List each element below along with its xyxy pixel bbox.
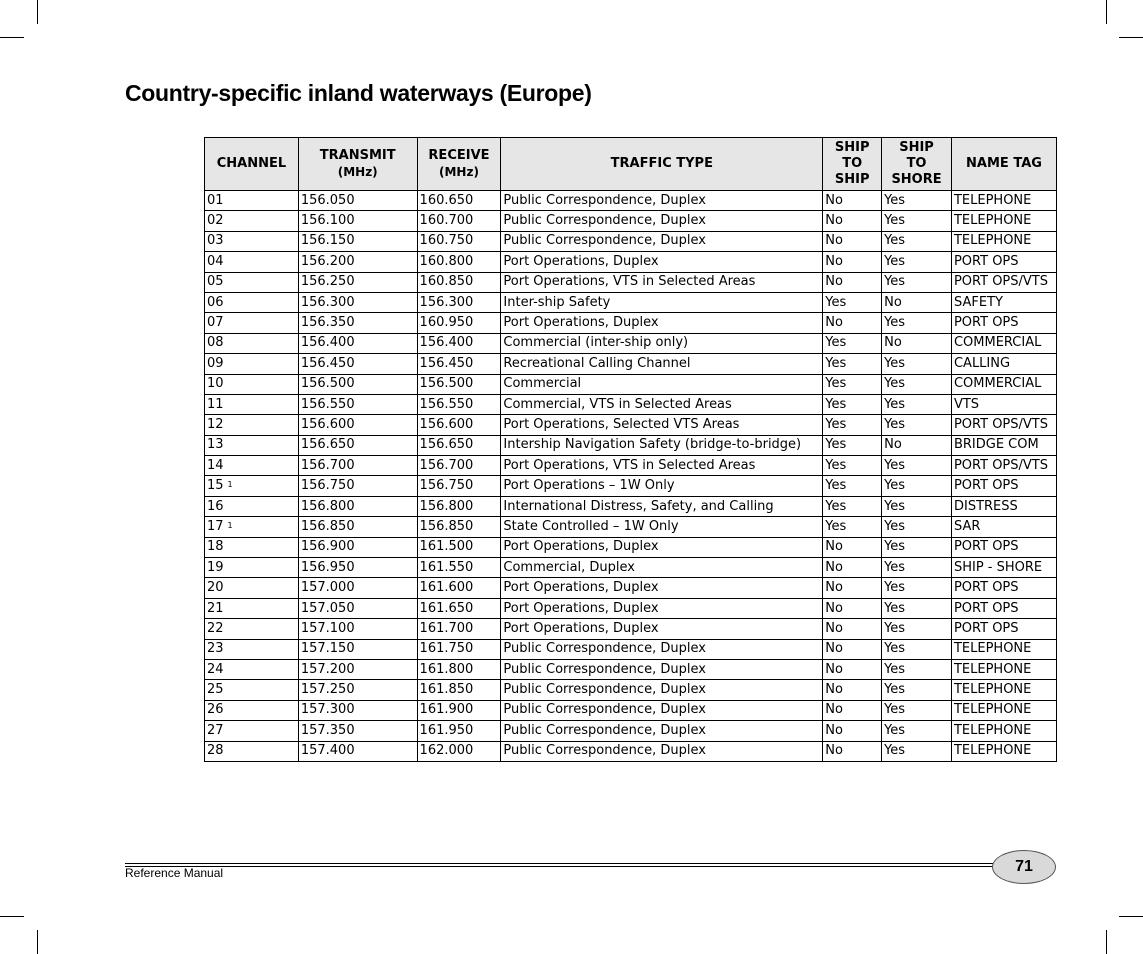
table-row — [205, 496, 1057, 516]
cell-receive: 161.550 — [417, 558, 501, 578]
cell-name-tag: PORT OPS/VTS — [951, 272, 1056, 292]
channel-number: 28 — [207, 743, 224, 759]
channel-number: 23 — [207, 641, 224, 657]
cell-ship-to-ship: No — [823, 211, 882, 231]
channel-number: 16 — [207, 498, 224, 514]
table-row — [205, 619, 1057, 639]
cell-traffic-type: Port Operations, Duplex — [501, 578, 823, 598]
cell-ship-to-ship: No — [823, 619, 882, 639]
channel-number: 20 — [207, 580, 224, 596]
channel-number: 04 — [207, 253, 224, 269]
cell-ship-to-ship: No — [823, 700, 882, 720]
cell-name-tag: TELEPHONE — [951, 211, 1056, 231]
channel-number: 02 — [207, 213, 224, 229]
cell-channel — [205, 700, 299, 720]
cell-traffic-type: International Distress, Safety, and Calling — [501, 496, 823, 516]
cell-ship-to-ship: Yes — [823, 435, 882, 455]
cell-name-tag: CALLING — [951, 354, 1056, 374]
cell-channel — [205, 680, 299, 700]
cell-ship-to-ship: No — [823, 231, 882, 251]
cell-name-tag: COMMERCIAL — [951, 374, 1056, 394]
cell-transmit: 156.900 — [298, 537, 417, 557]
cell-ship-to-ship: No — [823, 721, 882, 741]
page-number-badge — [992, 850, 1056, 884]
cell-channel — [205, 537, 299, 557]
cell-ship-to-ship: No — [823, 191, 882, 211]
cell-ship-to-shore: Yes — [882, 680, 952, 700]
table-row — [205, 415, 1057, 435]
channel-number: 01 — [207, 192, 224, 208]
footer-rule — [125, 863, 1010, 864]
header-ship-to-shore-line1: SHIP — [899, 140, 934, 155]
cell-ship-to-ship: No — [823, 659, 882, 679]
cell-ship-to-ship: Yes — [823, 517, 882, 537]
table-body — [205, 191, 1057, 762]
cell-name-tag: VTS — [951, 394, 1056, 414]
table-row — [205, 639, 1057, 659]
cell-ship-to-shore: Yes — [882, 639, 952, 659]
cell-transmit: 156.500 — [298, 374, 417, 394]
cell-traffic-type: Public Correspondence, Duplex — [501, 191, 823, 211]
cell-ship-to-shore: Yes — [882, 231, 952, 251]
header-transmit-label: TRANSMIT — [319, 148, 396, 163]
cell-transmit: 157.200 — [298, 659, 417, 679]
table-row — [205, 231, 1057, 251]
cell-ship-to-shore: Yes — [882, 537, 952, 557]
table-row — [205, 578, 1057, 598]
header-transmit — [298, 138, 417, 191]
cell-channel — [205, 496, 299, 516]
cell-transmit: 156.400 — [298, 333, 417, 353]
cell-ship-to-ship: No — [823, 272, 882, 292]
cell-ship-to-ship: Yes — [823, 496, 882, 516]
channel-number: 06 — [207, 294, 224, 310]
cell-channel — [205, 741, 299, 761]
channel-number: 10 — [207, 376, 224, 392]
cell-channel — [205, 394, 299, 414]
cell-ship-to-ship: No — [823, 598, 882, 618]
cell-ship-to-ship: No — [823, 537, 882, 557]
cell-ship-to-shore: No — [882, 435, 952, 455]
cell-transmit: 156.650 — [298, 435, 417, 455]
cell-transmit: 156.150 — [298, 231, 417, 251]
channel-number: 21 — [207, 600, 224, 616]
footnote-marker: 1 — [227, 480, 233, 490]
table-row — [205, 700, 1057, 720]
cell-traffic-type: State Controlled – 1W Only — [501, 517, 823, 537]
cell-receive: 160.850 — [417, 272, 501, 292]
cell-ship-to-shore: Yes — [882, 700, 952, 720]
channel-number: 13 — [207, 437, 224, 453]
cell-channel — [205, 721, 299, 741]
cell-name-tag: PORT OPS — [951, 537, 1056, 557]
cell-transmit: 156.300 — [298, 292, 417, 312]
channel-number: 09 — [207, 355, 224, 371]
crop-mark — [1106, 930, 1107, 954]
cell-name-tag: PORT OPS — [951, 476, 1056, 496]
cell-name-tag: TELEPHONE — [951, 659, 1056, 679]
cell-ship-to-shore: Yes — [882, 374, 952, 394]
cell-name-tag: SHIP - SHORE — [951, 558, 1056, 578]
cell-ship-to-ship: Yes — [823, 415, 882, 435]
cell-name-tag: SAFETY — [951, 292, 1056, 312]
cell-channel — [205, 231, 299, 251]
cell-receive: 160.700 — [417, 211, 501, 231]
cell-traffic-type: Public Correspondence, Duplex — [501, 680, 823, 700]
cell-name-tag: BRIDGE COM — [951, 435, 1056, 455]
cell-receive: 162.000 — [417, 741, 501, 761]
cell-receive: 156.850 — [417, 517, 501, 537]
cell-channel — [205, 619, 299, 639]
cell-receive: 161.800 — [417, 659, 501, 679]
cell-receive: 161.600 — [417, 578, 501, 598]
table-row — [205, 659, 1057, 679]
cell-ship-to-shore: Yes — [882, 191, 952, 211]
header-traffic-type: TRAFFIC TYPE — [501, 138, 823, 191]
cell-ship-to-ship: No — [823, 639, 882, 659]
cell-receive: 160.950 — [417, 313, 501, 333]
channel-table — [204, 137, 1057, 762]
cell-channel — [205, 435, 299, 455]
cell-ship-to-ship: No — [823, 741, 882, 761]
cell-channel — [205, 191, 299, 211]
cell-traffic-type: Port Operations, Duplex — [501, 598, 823, 618]
cell-name-tag: TELEPHONE — [951, 639, 1056, 659]
cell-channel — [205, 659, 299, 679]
cell-channel — [205, 211, 299, 231]
header-receive-unit: (MHz) — [439, 165, 479, 179]
cell-transmit: 156.450 — [298, 354, 417, 374]
cell-name-tag: TELEPHONE — [951, 721, 1056, 741]
cell-traffic-type: Public Correspondence, Duplex — [501, 231, 823, 251]
cell-ship-to-shore: No — [882, 292, 952, 312]
cell-traffic-type: Port Operations, Duplex — [501, 252, 823, 272]
cell-ship-to-ship: No — [823, 578, 882, 598]
cell-ship-to-ship: Yes — [823, 456, 882, 476]
header-ship-to-ship-line2: TO — [842, 156, 863, 171]
cell-receive: 161.900 — [417, 700, 501, 720]
page-title: Country-specific inland waterways (Europe) — [125, 80, 592, 106]
cell-traffic-type: Inter-ship Safety — [501, 292, 823, 312]
cell-receive: 156.750 — [417, 476, 501, 496]
cell-receive: 156.500 — [417, 374, 501, 394]
cell-ship-to-shore: Yes — [882, 598, 952, 618]
cell-traffic-type: Port Operations, VTS in Selected Areas — [501, 456, 823, 476]
cell-name-tag: COMMERCIAL — [951, 333, 1056, 353]
crop-mark — [0, 916, 24, 917]
page-number: 71 — [1015, 858, 1033, 875]
channel-number: 22 — [207, 620, 224, 636]
cell-ship-to-ship: Yes — [823, 374, 882, 394]
cell-transmit: 156.950 — [298, 558, 417, 578]
cell-transmit: 157.100 — [298, 619, 417, 639]
cell-receive: 156.600 — [417, 415, 501, 435]
channel-number: 19 — [207, 559, 224, 575]
header-receive — [417, 138, 501, 191]
cell-receive: 156.550 — [417, 394, 501, 414]
table-header-row — [205, 138, 1057, 191]
cell-traffic-type: Public Correspondence, Duplex — [501, 211, 823, 231]
cell-name-tag: TELEPHONE — [951, 741, 1056, 761]
cell-name-tag: SAR — [951, 517, 1056, 537]
cell-channel — [205, 374, 299, 394]
header-ship-to-shore — [882, 138, 952, 191]
cell-channel — [205, 313, 299, 333]
table-row — [205, 313, 1057, 333]
cell-receive: 160.800 — [417, 252, 501, 272]
channel-number: 11 — [207, 396, 224, 412]
cell-transmit: 157.300 — [298, 700, 417, 720]
table-row — [205, 211, 1057, 231]
header-ship-to-ship-line3: SHIP — [834, 172, 870, 187]
footnote-marker: 1 — [227, 520, 233, 530]
header-ship-to-shore-line2: TO — [906, 156, 927, 171]
footer-label: Reference Manual — [125, 866, 224, 880]
channel-number: 18 — [207, 539, 224, 555]
channel-number: 27 — [207, 722, 224, 738]
table-row — [205, 394, 1057, 414]
cell-ship-to-ship: No — [823, 558, 882, 578]
crop-mark — [0, 37, 24, 38]
cell-transmit: 156.200 — [298, 252, 417, 272]
cell-transmit: 156.350 — [298, 313, 417, 333]
crop-mark — [1106, 0, 1107, 24]
cell-traffic-type: Public Correspondence, Duplex — [501, 659, 823, 679]
cell-transmit: 157.000 — [298, 578, 417, 598]
channel-number: 14 — [207, 457, 224, 473]
table-row — [205, 558, 1057, 578]
channel-number: 12 — [207, 416, 224, 432]
cell-traffic-type: Commercial — [501, 374, 823, 394]
cell-traffic-type: Commercial (inter-ship only) — [501, 333, 823, 353]
footer-rule — [125, 866, 1010, 867]
crop-mark — [37, 0, 38, 24]
cell-ship-to-ship: No — [823, 313, 882, 333]
cell-transmit: 156.600 — [298, 415, 417, 435]
table-row — [205, 741, 1057, 761]
cell-receive: 156.700 — [417, 456, 501, 476]
cell-receive: 156.650 — [417, 435, 501, 455]
cell-transmit: 156.550 — [298, 394, 417, 414]
cell-channel — [205, 578, 299, 598]
cell-traffic-type: Port Operations, Duplex — [501, 313, 823, 333]
crop-mark — [1119, 916, 1143, 917]
table-row — [205, 374, 1057, 394]
table-row — [205, 598, 1057, 618]
cell-receive: 160.750 — [417, 231, 501, 251]
channel-number: 15 — [207, 478, 224, 494]
cell-ship-to-shore: Yes — [882, 211, 952, 231]
cell-name-tag: PORT OPS — [951, 598, 1056, 618]
cell-channel — [205, 476, 299, 496]
cell-ship-to-shore: Yes — [882, 394, 952, 414]
cell-transmit: 156.100 — [298, 211, 417, 231]
channel-number: 08 — [207, 335, 224, 351]
cell-channel — [205, 639, 299, 659]
cell-name-tag: TELEPHONE — [951, 700, 1056, 720]
cell-receive: 161.500 — [417, 537, 501, 557]
cell-name-tag: DISTRESS — [951, 496, 1056, 516]
cell-traffic-type: Commercial, Duplex — [501, 558, 823, 578]
header-channel: CHANNEL — [205, 138, 299, 191]
cell-receive: 156.450 — [417, 354, 501, 374]
cell-name-tag: PORT OPS — [951, 313, 1056, 333]
cell-ship-to-ship: No — [823, 680, 882, 700]
cell-ship-to-ship: Yes — [823, 333, 882, 353]
cell-traffic-type: Port Operations, Selected VTS Areas — [501, 415, 823, 435]
cell-ship-to-ship: Yes — [823, 354, 882, 374]
table-row — [205, 191, 1057, 211]
cell-channel — [205, 558, 299, 578]
cell-channel — [205, 415, 299, 435]
cell-name-tag: PORT OPS/VTS — [951, 456, 1056, 476]
cell-ship-to-shore: Yes — [882, 517, 952, 537]
table-row — [205, 252, 1057, 272]
cell-channel — [205, 456, 299, 476]
cell-ship-to-ship: Yes — [823, 476, 882, 496]
cell-name-tag: TELEPHONE — [951, 231, 1056, 251]
cell-transmit: 156.750 — [298, 476, 417, 496]
table-row — [205, 292, 1057, 312]
cell-ship-to-shore: Yes — [882, 619, 952, 639]
cell-traffic-type: Recreational Calling Channel — [501, 354, 823, 374]
cell-transmit: 157.150 — [298, 639, 417, 659]
cell-traffic-type: Public Correspondence, Duplex — [501, 721, 823, 741]
header-transmit-unit: (MHz) — [337, 165, 378, 179]
table-row — [205, 721, 1057, 741]
cell-name-tag: PORT OPS/VTS — [951, 415, 1056, 435]
channel-number: 24 — [207, 661, 224, 677]
cell-transmit: 156.250 — [298, 272, 417, 292]
cell-traffic-type: Public Correspondence, Duplex — [501, 741, 823, 761]
cell-ship-to-ship: Yes — [823, 394, 882, 414]
cell-channel — [205, 252, 299, 272]
cell-channel — [205, 354, 299, 374]
cell-name-tag: TELEPHONE — [951, 191, 1056, 211]
cell-transmit: 156.800 — [298, 496, 417, 516]
cell-traffic-type: Intership Navigation Safety (bridge-to-bridge) — [501, 435, 823, 455]
table-row — [205, 435, 1057, 455]
table-row — [205, 354, 1057, 374]
cell-name-tag: PORT OPS — [951, 252, 1056, 272]
cell-ship-to-shore: No — [882, 333, 952, 353]
cell-name-tag: TELEPHONE — [951, 680, 1056, 700]
cell-channel — [205, 598, 299, 618]
cell-receive: 161.750 — [417, 639, 501, 659]
cell-ship-to-shore: Yes — [882, 578, 952, 598]
cell-channel — [205, 333, 299, 353]
table-row — [205, 517, 1057, 537]
cell-traffic-type: Public Correspondence, Duplex — [501, 700, 823, 720]
header-ship-to-shore-line3: SHORE — [891, 172, 942, 187]
cell-ship-to-shore: Yes — [882, 354, 952, 374]
cell-ship-to-shore: Yes — [882, 659, 952, 679]
cell-receive: 156.800 — [417, 496, 501, 516]
cell-traffic-type: Port Operations, Duplex — [501, 619, 823, 639]
cell-ship-to-shore: Yes — [882, 721, 952, 741]
channel-number: 07 — [207, 315, 224, 331]
cell-ship-to-shore: Yes — [882, 456, 952, 476]
cell-receive: 161.700 — [417, 619, 501, 639]
table-row — [205, 476, 1057, 496]
cell-name-tag: PORT OPS — [951, 619, 1056, 639]
cell-ship-to-ship: No — [823, 252, 882, 272]
cell-receive: 161.650 — [417, 598, 501, 618]
crop-mark — [1119, 37, 1143, 38]
cell-traffic-type: Port Operations – 1W Only — [501, 476, 823, 496]
cell-channel — [205, 272, 299, 292]
cell-traffic-type: Public Correspondence, Duplex — [501, 639, 823, 659]
cell-ship-to-shore: Yes — [882, 741, 952, 761]
cell-transmit: 157.250 — [298, 680, 417, 700]
cell-transmit: 156.050 — [298, 191, 417, 211]
table-row — [205, 680, 1057, 700]
header-receive-label: RECEIVE — [428, 148, 490, 163]
channel-number: 05 — [207, 274, 224, 290]
cell-channel — [205, 517, 299, 537]
table-row — [205, 333, 1057, 353]
header-ship-to-ship-line1: SHIP — [834, 140, 870, 155]
header-ship-to-ship — [823, 138, 882, 191]
cell-transmit: 156.700 — [298, 456, 417, 476]
channel-number: 25 — [207, 682, 224, 698]
channel-number: 17 — [207, 518, 224, 534]
cell-ship-to-ship: Yes — [823, 292, 882, 312]
cell-transmit: 157.050 — [298, 598, 417, 618]
channel-number: 26 — [207, 702, 224, 718]
cell-traffic-type: Port Operations, VTS in Selected Areas — [501, 272, 823, 292]
cell-ship-to-shore: Yes — [882, 313, 952, 333]
cell-receive: 156.400 — [417, 333, 501, 353]
cell-name-tag: PORT OPS — [951, 578, 1056, 598]
cell-transmit: 157.350 — [298, 721, 417, 741]
table-row — [205, 272, 1057, 292]
cell-ship-to-shore: Yes — [882, 272, 952, 292]
cell-ship-to-shore: Yes — [882, 496, 952, 516]
cell-ship-to-shore: Yes — [882, 558, 952, 578]
cell-ship-to-shore: Yes — [882, 252, 952, 272]
cell-ship-to-shore: Yes — [882, 415, 952, 435]
cell-transmit: 157.400 — [298, 741, 417, 761]
cell-traffic-type: Port Operations, Duplex — [501, 537, 823, 557]
table-row — [205, 456, 1057, 476]
cell-receive: 160.650 — [417, 191, 501, 211]
crop-mark — [37, 930, 38, 954]
header-name-tag: NAME TAG — [951, 138, 1056, 191]
cell-ship-to-shore: Yes — [882, 476, 952, 496]
cell-receive: 161.950 — [417, 721, 501, 741]
cell-receive: 156.300 — [417, 292, 501, 312]
cell-receive: 161.850 — [417, 680, 501, 700]
table-row — [205, 537, 1057, 557]
cell-transmit: 156.850 — [298, 517, 417, 537]
channel-number: 03 — [207, 233, 224, 249]
cell-traffic-type: Commercial, VTS in Selected Areas — [501, 394, 823, 414]
cell-channel — [205, 292, 299, 312]
